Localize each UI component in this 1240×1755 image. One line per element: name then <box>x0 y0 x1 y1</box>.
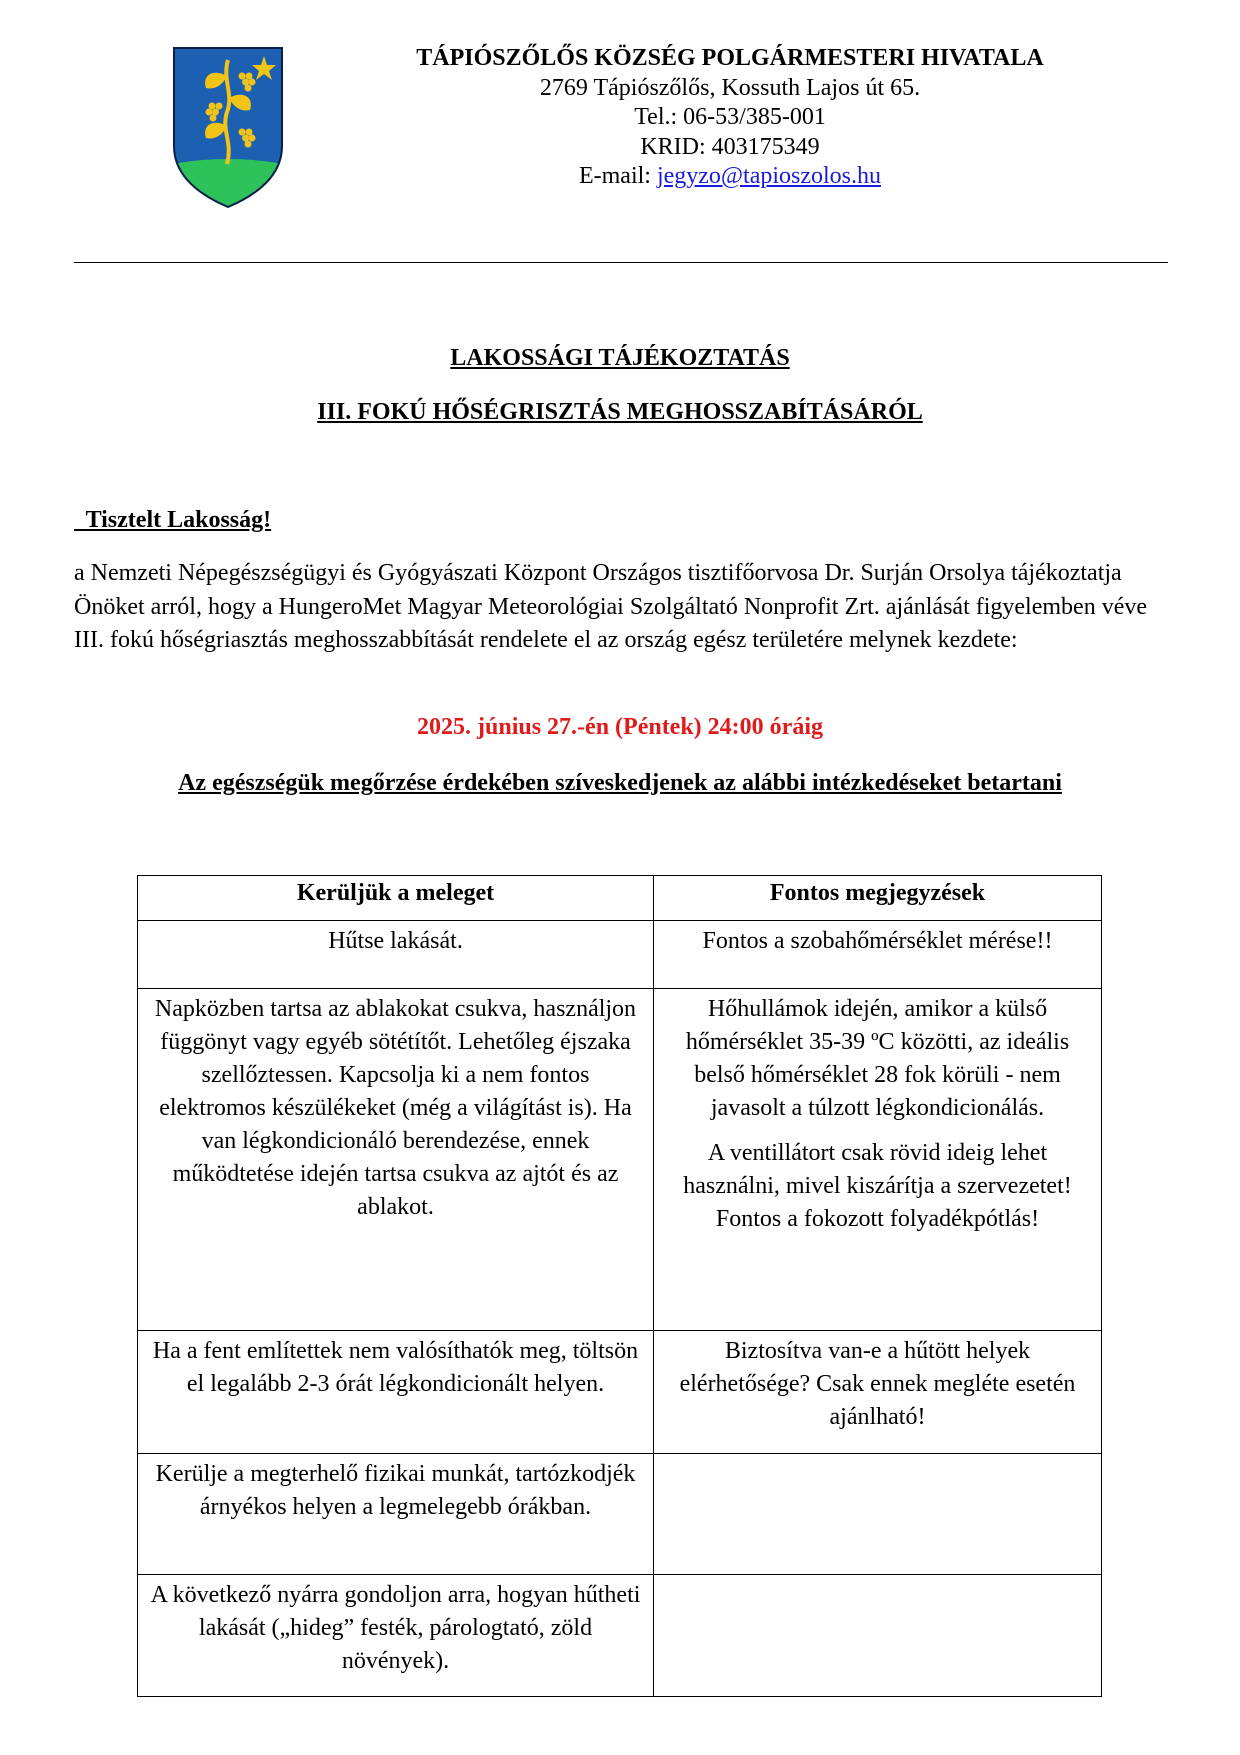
document-subtitle: III. FOKÚ HŐSÉGRISZTÁS MEGHOSSZABÍTÁSÁRÓL <box>317 399 923 425</box>
note-paragraph: Fontos a szobahőmérséklet mérése!! <box>702 928 1053 954</box>
alert-date: 2025. június 27.-én (Péntek) 24:00 óráig <box>417 714 823 740</box>
table-cell-advice: Napközben tartsa az ablakokat csukva, használjon függönyt vagy egyéb sötétítőt. Lehetőleg éjszaka szellőztessen. Kapcsolja ki a nem fontos elektromos készülékeket (még a világítást is). Ha van légkondicionáló berendezése, ennek működtetése idején tartsa csukva az ajtót és az ablakot. <box>138 989 654 1331</box>
table-cell-advice: Ha a fent említettek nem valósíthatók meg, töltsön el legalább 2-3 órát légkondicionált helyen. <box>138 1331 654 1454</box>
note-paragraph: Biztosítva van-e a hűtött helyek elérhetősége? Csak ennek megléte esetén ajánlható! <box>679 1338 1076 1430</box>
table-row <box>138 1575 1102 1697</box>
table-header-cell: Kerüljük a meleget <box>138 876 654 921</box>
table-header-cell: Fontos megjegyzések <box>654 876 1102 921</box>
advice-heading: Az egészségük megőrzése érdekében szíveskedjenek az alábbi intézkedéseket betartani <box>178 770 1062 796</box>
table-row <box>138 1454 1102 1575</box>
table-row <box>138 921 1102 989</box>
note-paragraph: A ventillátort csak rövid ideig lehet használni, mivel kiszárítja a szervezetet! Fontos a fokozott folyadékpótlás! <box>683 1140 1072 1232</box>
header-divider <box>74 262 1168 263</box>
table-cell-note <box>654 921 1102 989</box>
email-link[interactable]: jegyzo@tapioszolos.hu <box>656 163 882 189</box>
table-cell-note <box>654 1454 1102 1575</box>
organization-address: 2769 Tápiószőlős, Kossuth Lajos út 65. <box>539 74 921 101</box>
organization-name: TÁPIÓSZŐLŐS KÖZSÉG POLGÁRMESTERI HIVATALA <box>416 45 1044 71</box>
email-label: E-mail: <box>578 163 657 189</box>
organization-krid: KRID: 403175349 <box>640 133 820 160</box>
coat-of-arms-logo <box>172 46 284 209</box>
table-cell-advice: Hűtse lakását. <box>138 921 654 989</box>
organization-email-line <box>380 162 1080 192</box>
intro-paragraph: a Nemzeti Népegészségügyi és Gyógyászati Központ Országos tisztifőorvosa Dr. Surján Orsolya tájékoztatja Önöket arról, hogy a HungeroMet Magyar Meteorológiai Szolgáltató Nonprofit Zrt. ajánlását figyelemben véve III. fokú hőségriasztás meghosszabbítását rendelete el az ország egész területére melynek kezdete: <box>74 560 1148 654</box>
table-row <box>138 1331 1102 1454</box>
letterhead <box>380 44 1080 192</box>
table-cell-note <box>654 1575 1102 1697</box>
table-cell-advice: Kerülje a megterhelő fizikai munkát, tartózkodjék árnyékos helyen a legmelegebb órákban. <box>138 1454 654 1575</box>
organization-phone: Tel.: 06-53/385-001 <box>634 104 826 130</box>
table-header-row <box>138 876 1102 921</box>
document-title: LAKOSSÁGI TÁJÉKOZTATÁS <box>450 345 790 371</box>
table-cell-note <box>654 989 1102 1331</box>
table-row <box>138 989 1102 1331</box>
greeting: Tisztelt Lakosság! <box>74 507 272 533</box>
advice-table <box>137 875 1102 1697</box>
note-paragraph: Hőhullámok idején, amikor a külső hőmérséklet 35-39 ºC közötti, az ideális belső hőmérséklet 28 fok körüli - nem javasolt a túlzott légkondicionálás. <box>685 996 1070 1121</box>
table-cell-advice: A következő nyárra gondoljon arra, hogyan hűtheti lakását („hideg” festék, párologtató, zöld növények). <box>138 1575 654 1697</box>
table-cell-note <box>654 1331 1102 1454</box>
